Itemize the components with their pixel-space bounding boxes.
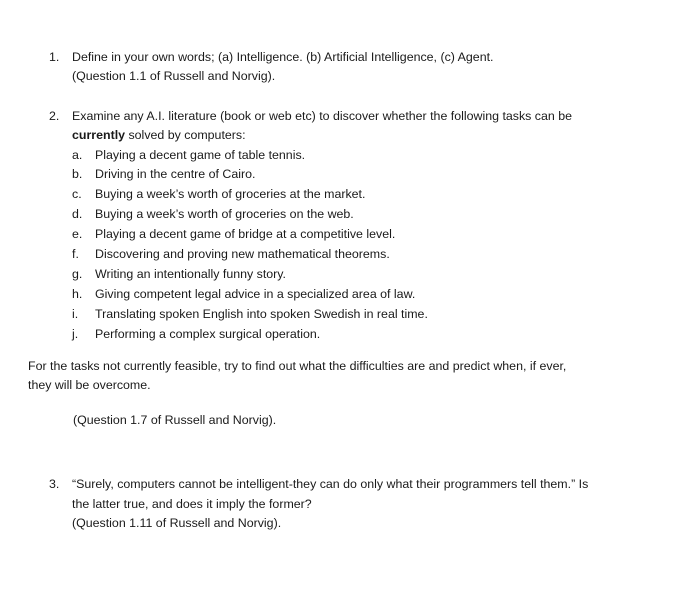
q2-line1: Examine any A.I. literature (book or web etc) to discover whether the following tasks can be (72, 109, 573, 123)
q2-followup-line1: For the tasks not currently feasible, try to find out what the difficulties are and predict when, if ever, (28, 359, 567, 373)
list-item-letter: d. (72, 207, 83, 221)
list-item-letter: h. (72, 287, 83, 301)
list-item: Translating spoken English into spoken Swedish in real time. (95, 307, 428, 321)
list-item-letter: a. (72, 148, 83, 162)
list-item-letter: f. (72, 247, 79, 261)
q3-line3: (Question 1.11 of Russell and Norvig). (72, 516, 282, 530)
q3-line2: the latter true, and does it imply the former? (72, 497, 312, 511)
list-item-letter: b. (72, 167, 83, 181)
list-item-letter: g. (72, 267, 83, 281)
q2-line2 (72, 127, 246, 143)
list-item: Discovering and proving new mathematical theorems. (95, 247, 390, 261)
q2-followup-line2: they will be overcome. (28, 378, 151, 392)
q3-number: 3. (49, 477, 60, 491)
list-item: Buying a week’s worth of groceries on the web. (95, 207, 354, 221)
list-item: Buying a week’s worth of groceries at the market. (95, 187, 366, 201)
q1-number: 1. (49, 50, 60, 64)
q2-line2-rest: solved by computers: (125, 128, 246, 142)
list-item-letter: e. (72, 227, 83, 241)
list-item: Performing a complex surgical operation. (95, 327, 321, 341)
q2-number: 2. (49, 109, 60, 123)
list-item: Giving competent legal advice in a specialized area of law. (95, 287, 416, 301)
q1-line2: (Question 1.1 of Russell and Norvig). (72, 69, 276, 83)
list-item: Playing a decent game of table tennis. (95, 148, 306, 162)
q2-line2-bold: currently (72, 128, 126, 142)
q3-line1: “Surely, computers cannot be intelligent-they can do only what their programmers tell them.” Is (72, 477, 589, 491)
list-item: Writing an intentionally funny story. (95, 267, 287, 281)
list-item-letter: i. (72, 307, 79, 321)
q2-reference: (Question 1.7 of Russell and Norvig). (73, 413, 277, 427)
q1-line1: Define in your own words; (a) Intelligence. (b) Artificial Intelligence, (c) Agent. (72, 50, 494, 64)
list-item: Driving in the centre of Cairo. (95, 167, 256, 181)
list-item-letter: c. (72, 187, 82, 201)
list-item: Playing a decent game of bridge at a competitive level. (95, 227, 396, 241)
list-item-letter: j. (72, 327, 79, 341)
